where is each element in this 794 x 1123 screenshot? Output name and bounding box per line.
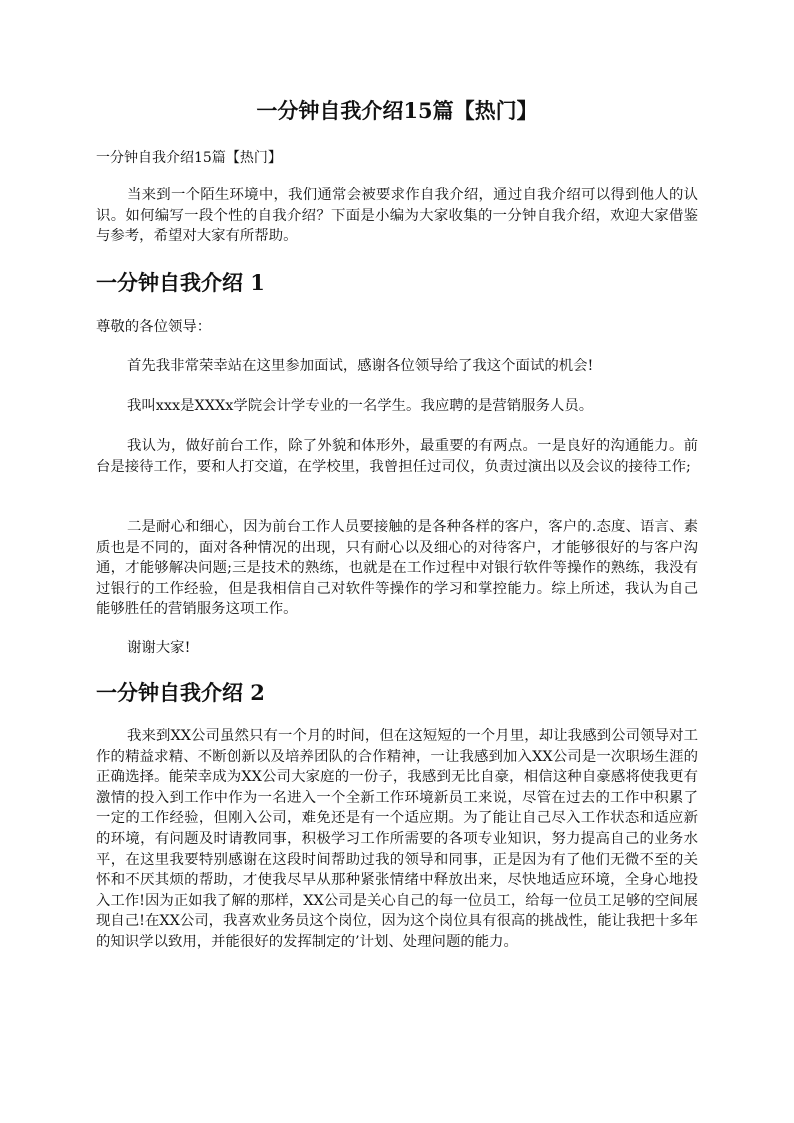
section-1-greeting: 尊敬的各位领导： <box>96 319 212 335</box>
document-title: 一分钟自我介绍15篇【热门】 <box>256 98 538 123</box>
section-1-paragraph-3: 我认为，做好前台工作，除了外貌和体形外，最重要的有两点。一是良好的沟通能力。前台是接待工作，要和人打交道，在学校里，我曾担任过司仪，负责过演出以及会议的接待工作; <box>96 438 698 475</box>
document-subtitle: 一分钟自我介绍15篇【热门】 <box>96 150 282 166</box>
section-2-heading: 一分钟自我介绍 2 <box>96 680 265 705</box>
section-1-paragraph-2: 我叫xxx是XXXx学院会计学专业的一名学生。我应聘的是营销服务人员。 <box>127 398 594 414</box>
intro-paragraph: 当来到一个陌生环境中，我们通常会被要求作自我介绍，通过自我介绍可以得到他人的认识。如何编写一段个性的自我介绍？下面是小编为大家收集的一分钟自我介绍，欢迎大家借鉴与参考，希望对大家有所帮助。 <box>96 187 698 245</box>
section-2-paragraph-1: 我来到XX公司虽然只有一个月的时间，但在这短短的一个月里，却让我感到公司领导对工作的精益求精、不断创新以及培养团队的合作精神，一让我感到加入XX公司是一次职场生涯的正确选择。能荣幸成为XX公司大家庭的一份子，我感到无比自豪，相信这种自豪感将使我更有激情的投入到工作中作为一名进入一个全新工作环境新员工来说，尽管在过去的工作中积累了一定的工作经验，但刚入公司，难免还是有一个适应期。为了能让自己尽入工作状态和适应新的环境，有问题及时请教同事，积极学习工作所需要的各项专业知识，努力提高自己的业务水平，在这里我要特别感谢在这段时间帮助过我的领导和同事，正是因为有了他们无微不至的关怀和不厌其烦的帮助，才使我尽早从那种紧张情绪中释放出来，尽快地适应环境，全身心地投入工作!因为正如我了解的那样，XX公司是关心自己的每一位员工，给每一位员工足够的空间展现自己!在XX公司，我喜欢业务员这个岗位，因为这个岗位具有很高的挑战性，能让我把十多年的知识学以致用，并能很好的发挥制定的’计划、处理问题的能力。 <box>96 728 698 950</box>
section-1-paragraph-1: 首先我非常荣幸站在这里参加面试，感谢各位领导给了我这个面试的机会! <box>127 358 594 374</box>
section-1-paragraph-5: 谢谢大家! <box>127 640 191 656</box>
section-1-paragraph-4: 二是耐心和细心，因为前台工作人员要接触的是各种各样的客户，客户的.态度、语言、素质也是不同的，面对各种情况的出现，只有耐心以及细心的对待客户，才能够很好的与客户沟通，才能够解决问题;三是技术的熟练，也就是在工作过程中对银行软件等操作的熟练，我没有过银行的工作经验，但是我相信自己对软件等操作的学习和掌控能力。综上所述，我认为自己能够胜任的营销服务这项工作。 <box>96 519 698 618</box>
section-1-heading: 一分钟自我介绍 1 <box>96 270 265 295</box>
